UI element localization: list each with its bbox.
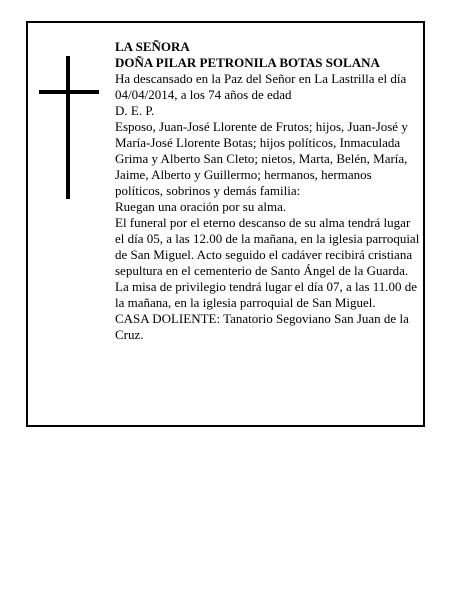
death-announcement: Ha descansado en la Paz del Señor en La Lastrilla el día 04/04/2014, a los 74 años de edad <box>115 71 407 102</box>
funeral-details: El funeral por el eterno descanso de su alma tendrá lugar el día 05, a las 12.00 de la mañana, en la iglesia parroquial de San Miguel. Acto seguido el cadáver recibirá cristiana sepultura en el cementerio de Santo Ángel de la Guarda. La misa de privilegio tendrá lugar el día 07, a las 11.00 de la mañana, en la iglesia parroquial de San Miguel. <box>115 215 420 310</box>
obituary-notice <box>26 21 425 427</box>
latin-cross-icon <box>39 56 99 199</box>
obituary-text <box>115 39 421 343</box>
dep-line: D. E. P. <box>115 103 155 118</box>
cross-vertical-bar <box>66 56 70 199</box>
casa-doliente: CASA DOLIENTE: Tanatorio Segoviano San Juan de la Cruz. <box>115 311 409 342</box>
deceased-name: DOÑA PILAR PETRONILA BOTAS SOLANA <box>115 55 380 70</box>
family-list: Esposo, Juan-José Llorente de Frutos; hijos, Juan-José y María-José Llorente Botas; hijos políticos, Inmaculada Grima y Alberto San Cleto; nietos, Marta, Belén, María, Jaime, Alberto y Guillermo; hermanos, hermanos políticos, sobrinos y demás familia: <box>115 119 408 198</box>
cross-horizontal-bar <box>39 90 99 94</box>
prayer-request: Ruegan una oración por su alma. <box>115 199 287 214</box>
obituary-heading: LA SEÑORA <box>115 39 190 54</box>
